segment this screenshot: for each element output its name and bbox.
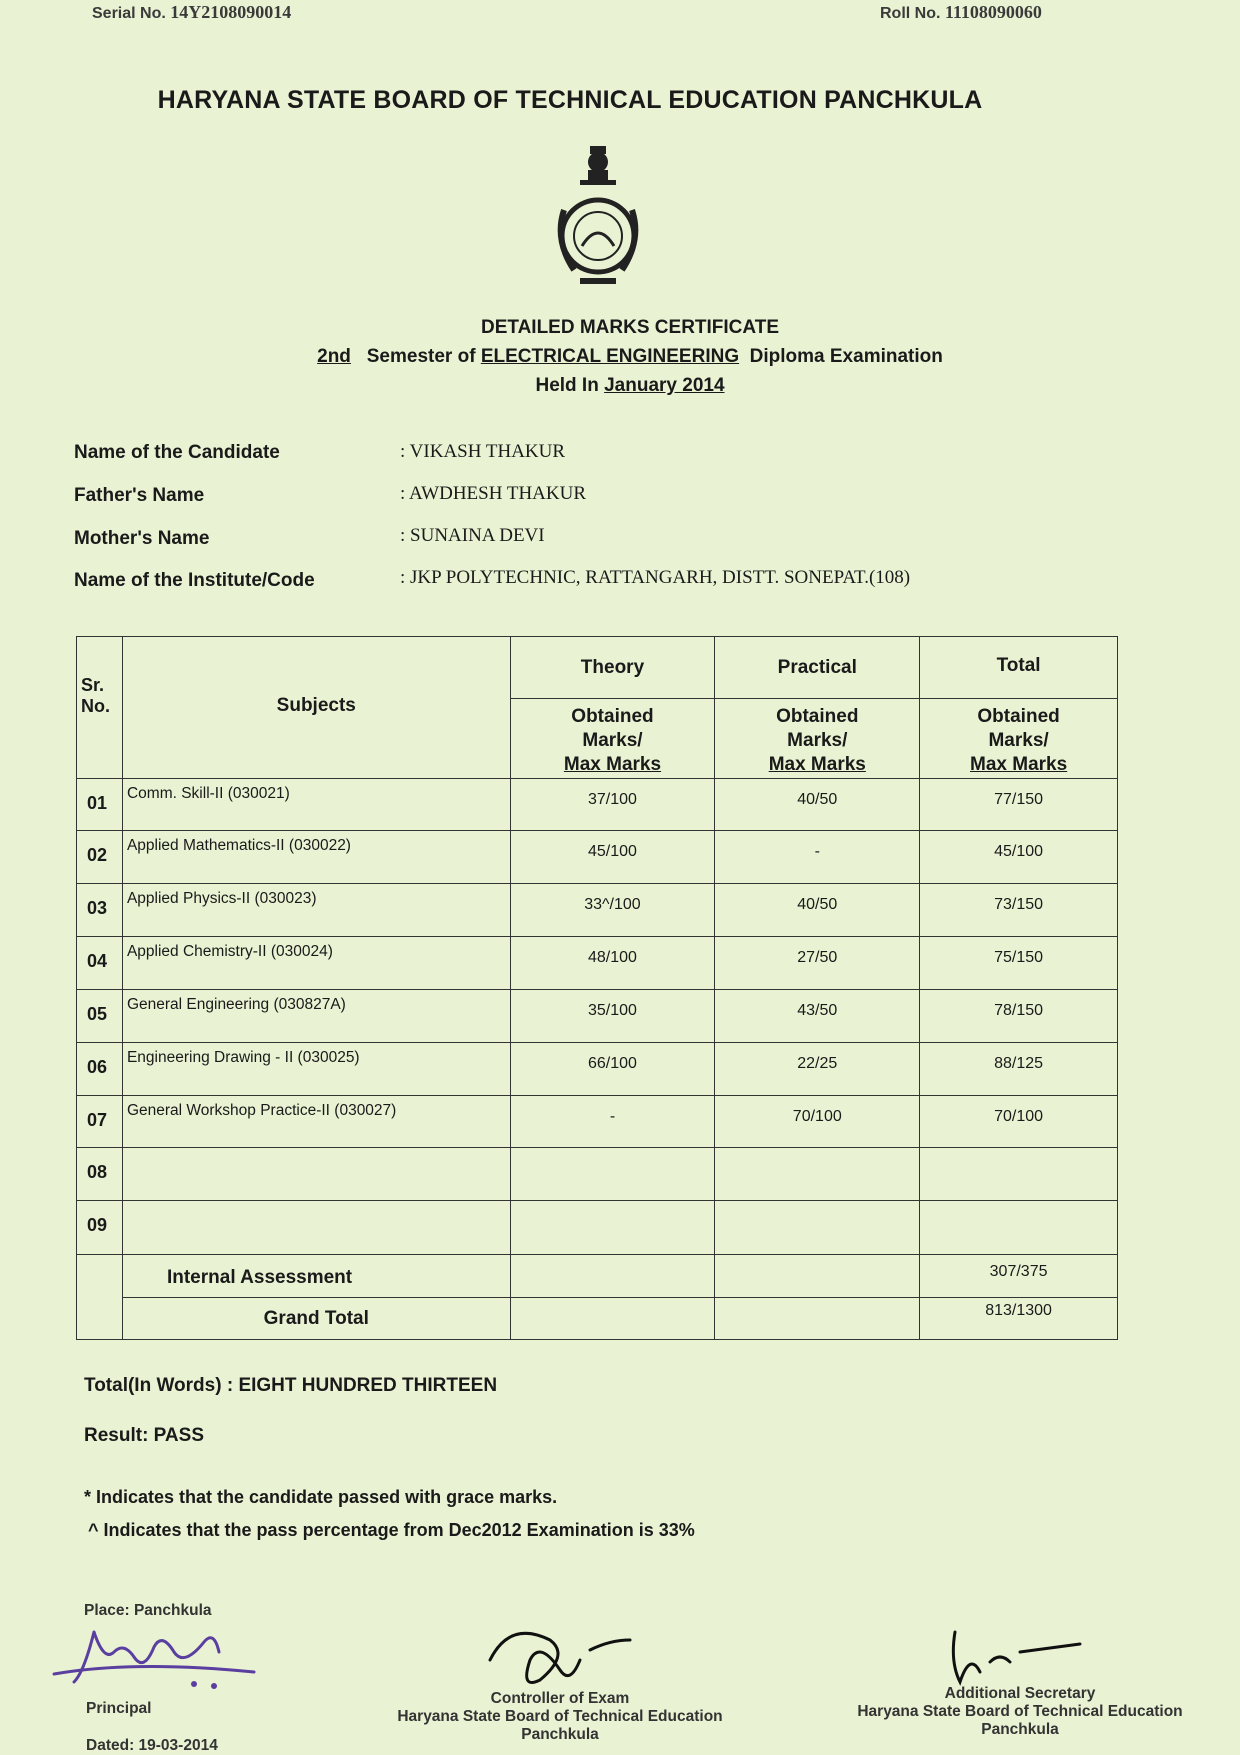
- secretary-signature: [940, 1622, 1090, 1692]
- candidate-name-label: Name of the Candidate: [74, 442, 280, 463]
- mother-name-label: Mother's Name: [74, 528, 210, 549]
- table-row: 01 Comm. Skill-II (030021) 37/100 40/50 77/150: [77, 779, 1118, 831]
- total-in-words: Total(In Words) : EIGHT HUNDRED THIRTEEN: [84, 1375, 498, 1396]
- practical-header: Practical: [715, 637, 920, 699]
- principal-label: Principal: [86, 1700, 152, 1717]
- mother-name-value: : SUNAINA DEVI: [400, 525, 545, 546]
- table-row: 05 General Engineering (030827A) 35/100 43/50 78/150: [77, 990, 1118, 1043]
- controller-title: Controller of Exam Haryana State Board of Technical Education Panchkula: [397, 1690, 723, 1743]
- controller-signature: [480, 1620, 660, 1700]
- serial-number: Serial No. 14Y2108090014: [92, 2, 292, 22]
- result: Result: PASS: [84, 1425, 205, 1446]
- theory-header: Theory: [510, 637, 715, 699]
- table-row: 07 General Workshop Practice-II (030027) - 70/100 70/100: [77, 1096, 1118, 1148]
- certificate-session-line: Held In January 2014: [535, 375, 725, 396]
- secretary-title: Additional Secretary Haryana State Board of Technical Education Panchkula: [857, 1685, 1183, 1738]
- table-row: 09: [77, 1201, 1118, 1255]
- table-row: 02 Applied Mathematics-II (030022) 45/100 - 45/100: [77, 831, 1118, 884]
- table-row: 08: [77, 1148, 1118, 1201]
- certificate-semester-line: 2nd Semester of ELECTRICAL ENGINEERING Diploma Examination: [317, 346, 943, 367]
- table-row: 06 Engineering Drawing - II (030025) 66/100 22/25 88/125: [77, 1043, 1118, 1096]
- total-header: Total: [920, 637, 1118, 699]
- marks-table: [76, 636, 1118, 1340]
- place: Place: Panchkula: [84, 1602, 212, 1619]
- theory-subheader: Obtained Marks/ Max Marks: [510, 699, 715, 779]
- board-title: HARYANA STATE BOARD OF TECHNICAL EDUCATION PANCHKULA: [157, 86, 983, 114]
- grace-marks-note: * Indicates that the candidate passed with grace marks.: [84, 1487, 558, 1507]
- grand-total-row: Grand Total 813/1300: [77, 1298, 1118, 1340]
- institute-value: : JKP POLYTECHNIC, RATTANGARH, DISTT. SONEPAT.(108): [400, 567, 911, 588]
- sr-no-header: Sr. No.: [77, 637, 123, 779]
- table-header-row: [77, 637, 1118, 699]
- govt-of-haryana-emblem-icon: [544, 140, 652, 290]
- candidate-name-value: : VIKASH THAKUR: [400, 441, 566, 462]
- dated: Dated: 19-03-2014: [86, 1737, 218, 1754]
- table-row: 04 Applied Chemistry-II (030024) 48/100 27/50 75/150: [77, 937, 1118, 990]
- roll-number: Roll No. 11108090060: [880, 2, 1042, 22]
- pass-percentage-note: ^ Indicates that the pass percentage from Dec2012 Examination is 33%: [88, 1520, 695, 1540]
- practical-subheader: Obtained Marks/ Max Marks: [715, 699, 920, 779]
- certificate-title: DETAILED MARKS CERTIFICATE: [480, 317, 779, 338]
- table-row: 03 Applied Physics-II (030023) 33^/100 40/50 73/150: [77, 884, 1118, 937]
- principal-signature: [44, 1612, 264, 1692]
- internal-assessment-row: Internal Assessment 307/375: [77, 1255, 1118, 1298]
- institute-label: Name of the Institute/Code: [74, 570, 315, 591]
- subjects-header: Subjects: [122, 637, 510, 779]
- father-name-label: Father's Name: [74, 485, 205, 506]
- total-subheader: Obtained Marks/ Max Marks: [920, 699, 1118, 779]
- father-name-value: : AWDHESH THAKUR: [400, 483, 587, 504]
